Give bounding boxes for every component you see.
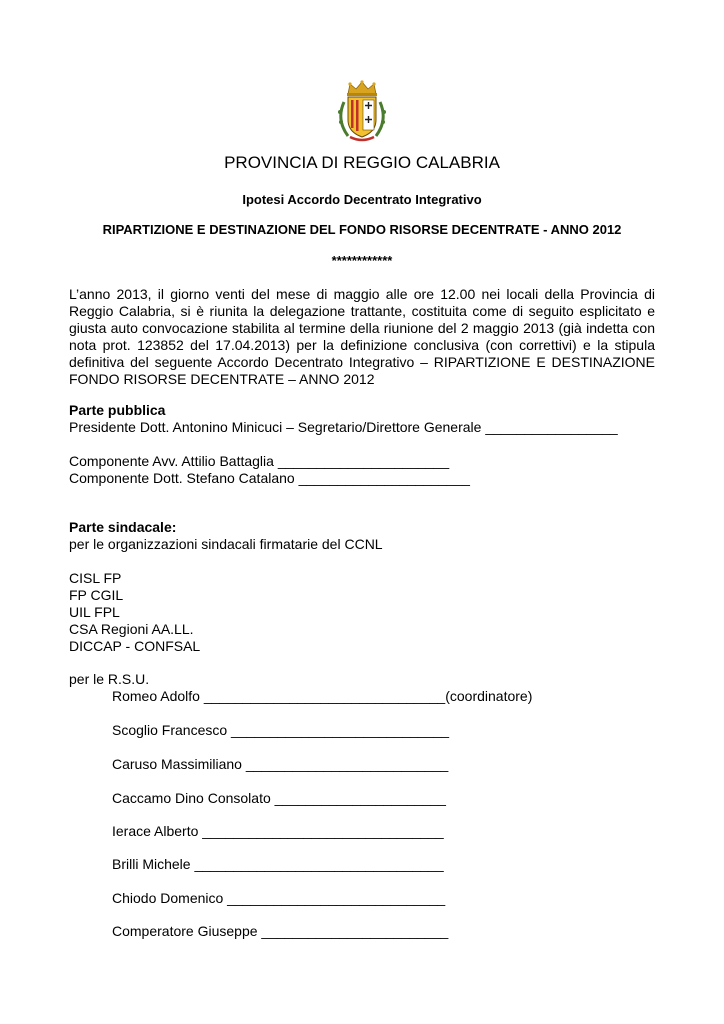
componente-signature-line-2: Componente Dott. Stefano Catalano ______________________ [69, 470, 470, 486]
presidente-signature-line: Presidente Dott. Antonino Minicuci – Segretario/Direttore Generale _________________ [69, 419, 618, 435]
document-subtitle: Ipotesi Accordo Decentrato Integrativo [242, 192, 482, 207]
union-item: CISL FP [69, 570, 122, 586]
rsu-signature-line: Chiodo Domenico ____________________________ [112, 890, 446, 906]
union-item: UIL FPL [69, 604, 120, 620]
parte-sindacale-intro: per le organizzazioni sindacali firmatarie del CCNL [69, 536, 383, 552]
rsu-signature-line: Caruso Massimiliano __________________________ [112, 756, 449, 772]
coat-of-arms-icon [332, 80, 392, 144]
separator: ************ [331, 253, 393, 268]
parte-sindacale-heading: Parte sindacale: [69, 519, 177, 535]
union-item: DICCAP - CONFSAL [69, 638, 201, 654]
union-item: CSA Regioni AA.LL. [69, 621, 194, 637]
page-title: PROVINCIA DI REGGIO CALABRIA [224, 153, 500, 172]
rsu-signature-line: Romeo Adolfo _______________________________(coordinatore) [112, 688, 533, 704]
union-item: FP CGIL [69, 587, 124, 603]
intro-paragraph: L’anno 2013, il giorno venti del mese di maggio alle ore 12.00 nei locali della Provincia di Reggio Calabria, si è riunita la delegazione trattante, costituita come di seguito esplicitato e giusta auto convocazione stabilita al termine della riunione del 2 maggio 2013 (già indetta con nota prot. 123852 del 17.04.2013) per la definizione conclusiva (con correttivi) e la stipula definitiva del seguente Accordo Decentrato Integrativo – RIPARTIZIONE E DESTINAZIONE FONDO RISORSE DECENTRATE – ANNO 2012 [69, 286, 655, 387]
rsu-signature-line: Caccamo Dino Consolato ______________________ [112, 790, 446, 806]
componente-signature-line-1: Componente Avv. Attilio Battaglia ______________________ [69, 453, 450, 469]
rsu-signature-line: Ierace Alberto _______________________________ [112, 823, 444, 839]
document-heading: RIPARTIZIONE E DESTINAZIONE DEL FONDO RISORSE DECENTRATE - ANNO 2012 [102, 222, 622, 237]
rsu-signature-line: Brilli Michele ________________________________ [112, 856, 444, 872]
rsu-label: per le R.S.U. [69, 671, 150, 687]
rsu-signature-line: Scoglio Francesco ____________________________ [112, 722, 450, 738]
rsu-signature-line: Comperatore Giuseppe ________________________ [112, 923, 449, 939]
parte-pubblica-heading: Parte pubblica [69, 402, 166, 418]
